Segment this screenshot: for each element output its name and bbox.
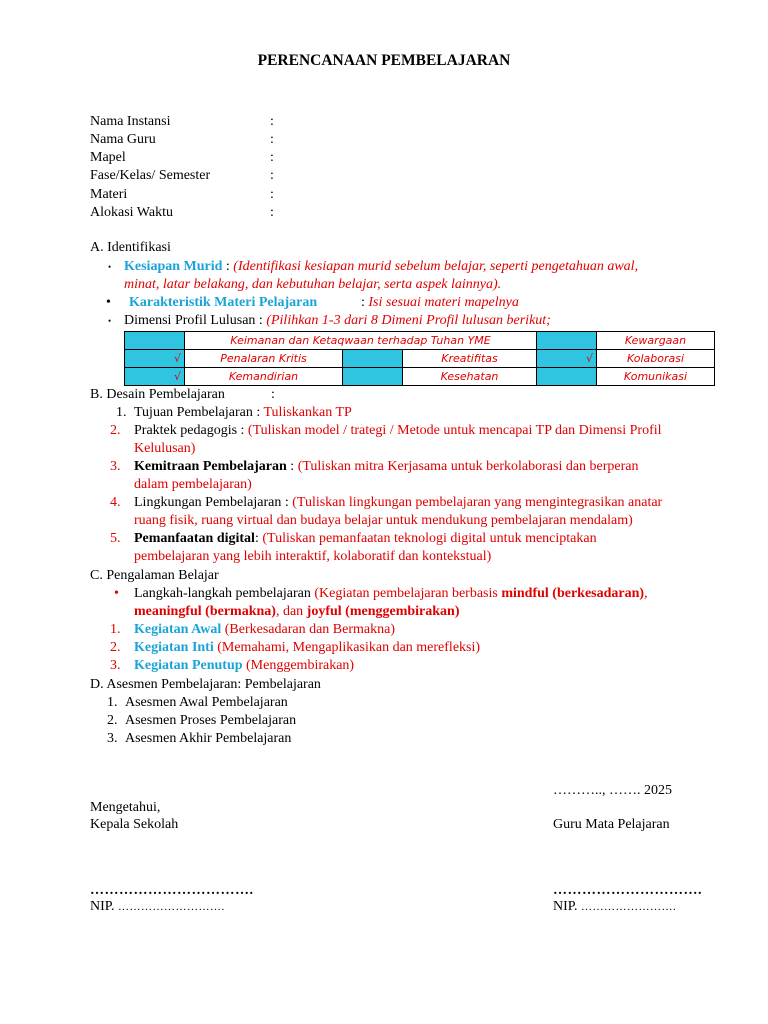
field-mapel-label: Mapel: [90, 150, 126, 165]
digital-sep: :: [254, 531, 263, 546]
dimensi-line: [124, 312, 551, 330]
checkbox-cell[interactable]: √: [125, 368, 185, 386]
langkah-line-cont: [134, 603, 460, 621]
kemitraan-text-cont: dalam pembelajaran): [134, 477, 252, 492]
table-row: [125, 332, 715, 350]
list-item: [134, 657, 354, 675]
list-number: 2.: [110, 423, 121, 438]
meaningful-text: meaningful (bermakna): [134, 604, 276, 619]
signature-date: ……….., ……. 2025: [553, 783, 672, 798]
lingkungan-label: Lingkungan Pembelajaran :: [134, 495, 293, 510]
guru-name-line: ………………………….: [553, 883, 702, 898]
section-d-heading: D. Asesmen Pembelajaran: Pembelajaran: [90, 677, 321, 692]
checkbox-cell[interactable]: √: [537, 350, 597, 368]
list-number: 3.: [110, 658, 121, 673]
kegiatan-awal-label: Kegiatan Awal: [134, 622, 222, 637]
section-b-colon: :: [271, 387, 275, 402]
list-item: [134, 494, 662, 512]
list-number: 4.: [110, 495, 121, 510]
page-title: PERENCANAAN PEMBELAJARAN: [257, 52, 511, 69]
field-fase-label: Fase/Kelas/ Semester: [90, 168, 211, 183]
field-colon: :: [270, 150, 274, 165]
joyful-text: joyful (menggembirakan): [306, 604, 460, 619]
list-number: 1.: [110, 622, 121, 637]
langkah-label: Langkah-langkah pembelajaran: [134, 586, 315, 601]
list-number: 1.: [116, 405, 127, 420]
comma: ,: [644, 586, 648, 601]
dimensi-text: (Pilihkan 1-3 dari 8 Dimeni Profil lulusan berikut;: [266, 313, 551, 328]
tujuan-text: Tuliskankan TP: [263, 405, 352, 420]
lingkungan-text-cont: ruang fisik, ruang virtual dan budaya belajar untuk mendukung pembelajaran mendalam): [134, 513, 633, 528]
bullet-icon: •: [108, 316, 112, 326]
dan-text: , dan: [275, 604, 307, 619]
nip-label: NIP.: [90, 899, 119, 914]
dimension-label: Kemandirian: [185, 368, 343, 386]
list-item: [134, 530, 597, 548]
tujuan-label: Tujuan Pembelajaran :: [134, 405, 264, 420]
list-number: 3.: [110, 459, 121, 474]
kesiapan-sep: :: [222, 259, 234, 274]
field-alokasi-label: Alokasi Waktu: [90, 205, 173, 220]
list-item: [134, 458, 639, 476]
lingkungan-text: (Tuliskan lingkungan pembelajaran yang mengintegrasikan anatar: [292, 495, 663, 510]
kemitraan-label: Kemitraan Pembelajaran: [134, 459, 287, 474]
profil-lulusan-table: [124, 331, 715, 386]
kesiapan-label: Kesiapan Murid: [124, 259, 223, 274]
praktek-text: (Tuliskan model / trategi / Metode untuk mencapai TP dan Dimensi Profil: [247, 423, 662, 438]
kesiapan-line: [124, 258, 638, 276]
langkah-line: [134, 585, 648, 603]
dimension-label: Keimanan dan Ketaqwaan terhadap Tuhan YME: [185, 332, 537, 350]
section-b-heading: B. Desain Pembelajaran: [90, 387, 225, 402]
kegiatan-penutup-label: Kegiatan Penutup: [134, 658, 243, 673]
digital-label: Pemanfaatan digital: [134, 531, 255, 546]
dimension-label: Kolaborasi: [597, 350, 715, 368]
checkbox-cell[interactable]: [343, 350, 403, 368]
field-colon: :: [270, 187, 274, 202]
dimension-label: Kesehatan: [403, 368, 537, 386]
nip-dots: ……………………….: [118, 901, 225, 913]
field-colon: :: [270, 132, 274, 147]
kegiatan-penutup-text: (Menggembirakan): [242, 658, 355, 673]
nip-dots: …………………….: [581, 901, 677, 913]
kegiatan-inti-label: Kegiatan Inti: [134, 640, 214, 655]
digital-text: (Tuliskan pemanfaatan teknologi digital untuk menciptakan: [262, 531, 597, 546]
list-number: 2.: [107, 713, 118, 728]
karakteristik-line: [361, 294, 519, 312]
langkah-text: (Kegiatan pembelajaran berbasis: [314, 586, 502, 601]
table-row: [125, 350, 715, 368]
guru-nip: [553, 898, 676, 916]
list-number: 3.: [107, 731, 118, 746]
dimension-label: Kewargaan: [597, 332, 715, 350]
mengetahui-label: Mengetahui,: [90, 800, 161, 815]
list-item: [134, 422, 662, 440]
section-a-heading: A. Identifikasi: [90, 240, 171, 255]
field-colon: :: [270, 114, 274, 129]
checkbox-cell[interactable]: [537, 332, 597, 350]
kemitraan-text: (Tuliskan mitra Kerjasama untuk berkolaborasi dan berperan: [297, 459, 639, 474]
digital-text-cont: pembelajaran yang lebih interaktif, kolaboratif dan kontekstual): [134, 549, 492, 564]
bullet-icon: •: [114, 586, 119, 601]
checkbox-cell[interactable]: [537, 368, 597, 386]
list-item: Asesmen Awal Pembelajaran: [125, 695, 288, 710]
list-number: 2.: [110, 640, 121, 655]
field-colon: :: [270, 205, 274, 220]
bullet-icon: •: [106, 295, 111, 310]
field-materi-label: Materi: [90, 187, 128, 202]
praktek-label: Praktek pedagogis :: [134, 423, 248, 438]
bullet-icon: •: [108, 262, 112, 272]
kesiapan-text-cont: minat, latar belakang, dan kebutuhan belajar, serta aspek lainnya).: [124, 277, 502, 292]
list-item: [134, 639, 480, 657]
mindful-text: mindful (berkesadaran): [501, 586, 645, 601]
list-item: [134, 404, 352, 422]
list-number: 5.: [110, 531, 121, 546]
kemitraan-sep: :: [286, 459, 298, 474]
kepala-sekolah-label: Kepala Sekolah: [90, 817, 179, 832]
section-c-heading: C. Pengalaman Belajar: [90, 568, 219, 583]
list-item: [134, 621, 395, 639]
field-nama-instansi-label: Nama Instansi: [90, 114, 171, 129]
karakteristik-text: Isi sesuai materi mapelnya: [368, 295, 519, 310]
dimension-label: Kreatifitas: [403, 350, 537, 368]
dimension-label: Penalaran Kritis: [185, 350, 343, 368]
karakteristik-label: Karakteristik Materi Pelajaran: [129, 295, 318, 310]
nip-label: NIP.: [553, 899, 582, 914]
dimension-label: Komunikasi: [597, 368, 715, 386]
kepala-name-line: …………………………….: [90, 883, 254, 898]
kegiatan-awal-text: (Berkesadaran dan Bermakna): [221, 622, 395, 637]
karakteristik-sep: :: [361, 295, 369, 310]
list-item: Asesmen Akhir Pembelajaran: [125, 731, 292, 746]
checkbox-cell[interactable]: [343, 368, 403, 386]
guru-label: Guru Mata Pelajaran: [553, 817, 670, 832]
kepala-nip: [90, 898, 225, 916]
field-nama-guru-label: Nama Guru: [90, 132, 156, 147]
kesiapan-text: (Identifikasi kesiapan murid sebelum belajar, seperti pengetahuan awal,: [233, 259, 639, 274]
list-item: Asesmen Proses Pembelajaran: [125, 713, 297, 728]
field-colon: :: [270, 168, 274, 183]
checkbox-cell[interactable]: √: [125, 350, 185, 368]
dimensi-label: Dimensi Profil Lulusan :: [124, 313, 267, 328]
kegiatan-inti-text: (Memahami, Mengaplikasikan dan merefleksi): [213, 640, 481, 655]
table-row: [125, 368, 715, 386]
checkbox-cell[interactable]: [125, 332, 185, 350]
praktek-text-cont: Kelulusan): [134, 441, 196, 456]
list-number: 1.: [107, 695, 118, 710]
